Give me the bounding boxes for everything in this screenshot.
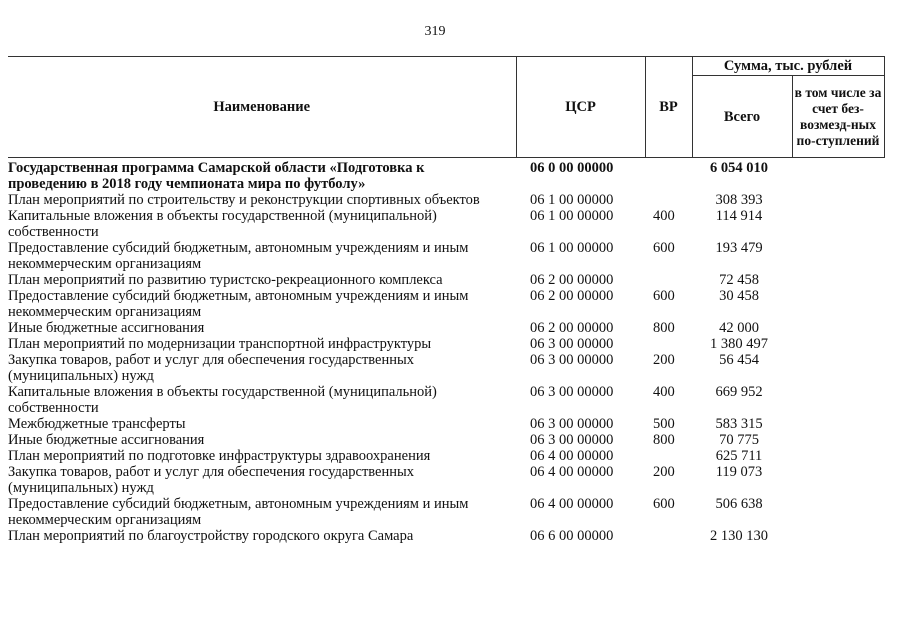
table-row [8, 448, 884, 464]
row-incl [792, 432, 884, 448]
row-total: 70 775 [719, 432, 759, 448]
row-total: 30 458 [719, 288, 759, 304]
row-csr: 06 1 00 00000 [530, 192, 614, 208]
row-name: Закупка товаров, работ и услуг для обеспечения государственных (муниципальных) нужд [8, 352, 415, 384]
row-name: Капитальные вложения в объекты государственной (муниципальной) собственности [8, 384, 437, 416]
row-total: 56 454 [719, 352, 759, 368]
table-row [8, 158, 884, 193]
budget-table-container [8, 56, 884, 544]
row-csr: 06 1 00 00000 [530, 208, 614, 224]
row-csr: 06 3 00 00000 [530, 416, 614, 432]
row-name: План мероприятий по благоустройству городского округа Самара [8, 528, 414, 544]
row-vr [645, 448, 692, 464]
row-total: 1 380 497 [710, 336, 768, 352]
row-total: 72 458 [719, 272, 759, 288]
row-csr: 06 4 00 00000 [530, 464, 614, 480]
row-total: 506 638 [715, 496, 763, 512]
row-vr [645, 336, 692, 352]
header-csr: ЦСР [516, 57, 645, 158]
row-name: План мероприятий по модернизации транспортной инфраструктуры [8, 336, 432, 352]
row-incl [792, 496, 884, 528]
budget-table [8, 56, 885, 544]
row-vr [645, 158, 692, 193]
row-incl [792, 240, 884, 272]
table-header [8, 57, 884, 158]
row-incl [792, 384, 884, 416]
row-vr [645, 528, 692, 544]
row-incl [792, 336, 884, 352]
header-name: Наименование [8, 57, 516, 158]
page-number: 319 [424, 24, 446, 39]
row-total: 669 952 [715, 384, 763, 400]
header-total: Всего [692, 76, 792, 158]
table-row [8, 384, 884, 416]
header-sum: Сумма, тыс. рублей [692, 57, 884, 76]
table-row [8, 272, 884, 288]
row-csr: 06 0 00 00000 [530, 160, 614, 176]
row-csr: 06 4 00 00000 [530, 496, 614, 512]
row-incl [792, 464, 884, 496]
row-name: Межбюджетные трансферты [8, 416, 186, 432]
table-row [8, 352, 884, 384]
row-vr [645, 272, 692, 288]
row-vr: 400 [653, 208, 675, 224]
row-name: Предоставление субсидий бюджетным, автономным учреждениям и иным некоммерческим организациям [8, 288, 469, 320]
row-total: 42 000 [719, 320, 759, 336]
row-total: 2 130 130 [710, 528, 768, 544]
row-total: 6 054 010 [710, 160, 768, 176]
row-incl [792, 288, 884, 320]
row-total: 625 711 [715, 448, 763, 464]
row-name: Предоставление субсидий бюджетным, автономным учреждениям и иным некоммерческим организациям [8, 240, 469, 272]
row-csr: 06 6 00 00000 [530, 528, 614, 544]
row-total: 193 479 [715, 240, 763, 256]
row-total: 114 914 [715, 208, 763, 224]
header-vr: ВР [645, 57, 692, 158]
table-row [8, 336, 884, 352]
row-vr: 800 [653, 320, 675, 336]
table-row [8, 464, 884, 496]
table-row [8, 208, 884, 240]
row-incl [792, 272, 884, 288]
header-incl: в том числе за счет без-возмезд-ных по-ступлений [792, 76, 884, 158]
row-total: 308 393 [715, 192, 763, 208]
row-incl [792, 416, 884, 432]
row-csr: 06 3 00 00000 [530, 384, 614, 400]
row-total: 119 073 [715, 464, 763, 480]
row-incl [792, 528, 884, 544]
row-csr: 06 2 00 00000 [530, 320, 614, 336]
row-incl [792, 352, 884, 384]
row-vr [645, 192, 692, 208]
row-vr: 600 [653, 496, 675, 512]
row-vr: 800 [653, 432, 675, 448]
row-csr: 06 3 00 00000 [530, 432, 614, 448]
table-row [8, 432, 884, 448]
row-name: Иные бюджетные ассигнования [8, 320, 205, 336]
row-name: Иные бюджетные ассигнования [8, 432, 205, 448]
row-csr: 06 2 00 00000 [530, 288, 614, 304]
table-row [8, 416, 884, 432]
row-csr: 06 1 00 00000 [530, 240, 614, 256]
row-name: План мероприятий по подготовке инфраструктуры здравоохранения [8, 448, 431, 464]
table-row [8, 496, 884, 528]
row-csr: 06 4 00 00000 [530, 448, 614, 464]
row-name: План мероприятий по развитию туристско-рекреационного комплекса [8, 272, 443, 288]
row-vr: 600 [653, 288, 675, 304]
row-name: Закупка товаров, работ и услуг для обеспечения государственных (муниципальных) нужд [8, 464, 415, 496]
row-incl [792, 208, 884, 240]
row-name: Государственная программа Самарской области «Подготовка к проведению в 2018 году чемпионата мира по футболу» [8, 160, 425, 192]
row-vr: 400 [653, 384, 675, 400]
table-row [8, 240, 884, 272]
row-incl [792, 448, 884, 464]
row-incl [792, 192, 884, 208]
table-row [8, 288, 884, 320]
row-total: 583 315 [715, 416, 763, 432]
row-csr: 06 3 00 00000 [530, 336, 614, 352]
row-vr: 200 [653, 464, 675, 480]
table-body [8, 158, 884, 545]
row-name: Предоставление субсидий бюджетным, автономным учреждениям и иным некоммерческим организациям [8, 496, 469, 528]
row-incl [792, 158, 884, 193]
row-vr: 200 [653, 352, 675, 368]
row-csr: 06 2 00 00000 [530, 272, 614, 288]
row-csr: 06 3 00 00000 [530, 352, 614, 368]
row-incl [792, 320, 884, 336]
table-row [8, 320, 884, 336]
row-name: Капитальные вложения в объекты государственной (муниципальной) собственности [8, 208, 437, 240]
row-vr: 600 [653, 240, 675, 256]
row-name: План мероприятий по строительству и реконструкции спортивных объектов [8, 192, 480, 208]
row-vr: 500 [653, 416, 675, 432]
table-row [8, 528, 884, 544]
table-row [8, 192, 884, 208]
